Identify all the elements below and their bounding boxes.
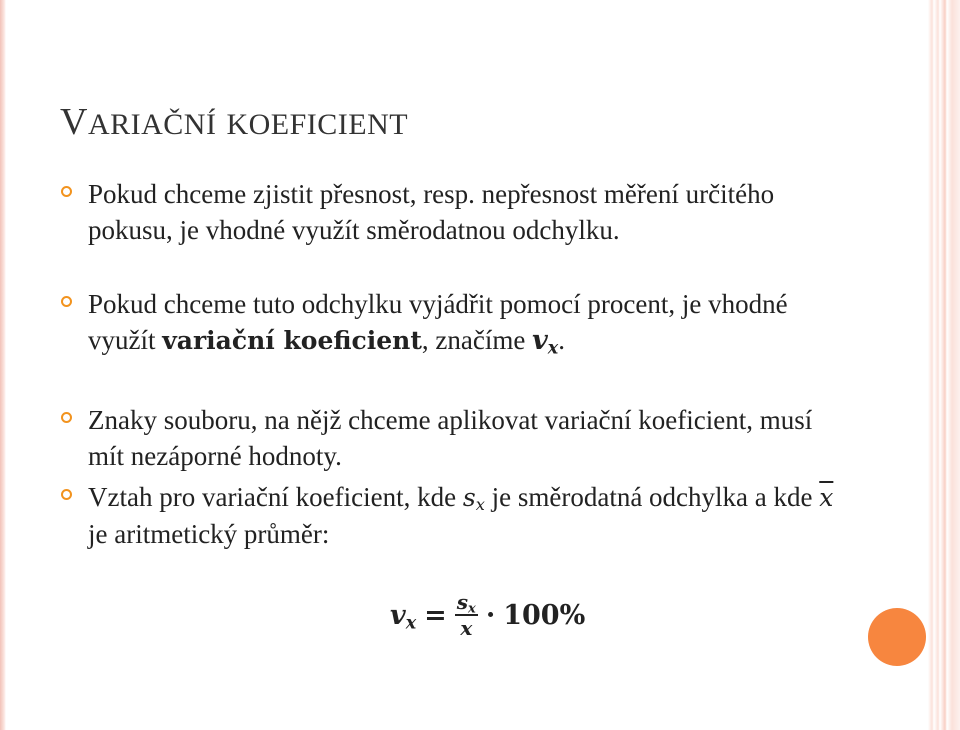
variation-coefficient-formula xyxy=(390,592,585,638)
bullet-1-text: Pokud chceme zjistit přesnost, resp. nepřesnost měření určitého pokusu, je vhodné využít směrodatnou odchylku. xyxy=(88,179,775,245)
symbol-sx-sub: x xyxy=(475,495,485,515)
formula-denominator: x xyxy=(460,616,473,640)
title-initial: V xyxy=(60,101,88,143)
formula-times: · xyxy=(485,599,496,631)
bullet-2-emphasis: variační koeficient xyxy=(162,326,422,355)
bullet-4-text-before: Vztah pro variační koeficient, kde xyxy=(88,482,463,512)
symbol-sx-base: s xyxy=(462,483,476,512)
bullet-circle-icon xyxy=(61,412,72,423)
formula-num-base: s xyxy=(456,590,469,614)
bullet-circle-icon xyxy=(61,489,72,500)
bullet-circle-icon xyxy=(61,296,72,307)
bullet-4-text-after: je aritmetický průměr: xyxy=(88,519,330,549)
formula-num-sub: x xyxy=(468,601,476,617)
slide-title xyxy=(60,100,408,144)
symbol-sx xyxy=(462,483,485,515)
bullet-4-text-middle: je směrodatná odchylka a kde xyxy=(484,482,820,512)
bullet-item-3 xyxy=(88,402,848,474)
formula-lhs xyxy=(390,600,416,631)
formula-fraction xyxy=(455,592,478,638)
bullet-item-1 xyxy=(88,176,848,248)
formula-lhs-base: v xyxy=(390,599,406,631)
bullet-2-text-before: Pokud chceme tuto odchylku vyjádřit pomocí procent, je vhodné využít xyxy=(88,289,788,355)
symbol-xbar: $\overline{x}$ xyxy=(819,483,834,512)
bullet-3-text: Znaky souboru, na nějž chceme aplikovat variační koeficient, musí mít nezáporné hodnoty. xyxy=(88,405,813,471)
left-decorative-edge xyxy=(0,0,6,730)
symbol-vx-base: v xyxy=(532,325,548,356)
bullet-item-2 xyxy=(88,286,848,359)
decorative-orange-circle xyxy=(868,608,926,666)
bullet-2-text-middle: , značíme xyxy=(421,325,533,355)
formula-lhs-sub: x xyxy=(405,612,417,633)
title-word-2: KOEFICIENT xyxy=(226,108,409,141)
formula-equals: = xyxy=(424,599,447,631)
title-word-1: ARIAČNÍ xyxy=(87,108,217,141)
symbol-vx-sub: x xyxy=(547,338,559,359)
symbol-vx xyxy=(532,325,559,359)
bullet-2-text-after: . xyxy=(558,325,565,355)
formula-numerator xyxy=(455,592,478,616)
formula-value: 100% xyxy=(503,599,586,631)
bullet-circle-icon xyxy=(61,186,72,197)
bullet-item-4 xyxy=(88,479,848,552)
right-decorative-stripes xyxy=(928,0,960,730)
